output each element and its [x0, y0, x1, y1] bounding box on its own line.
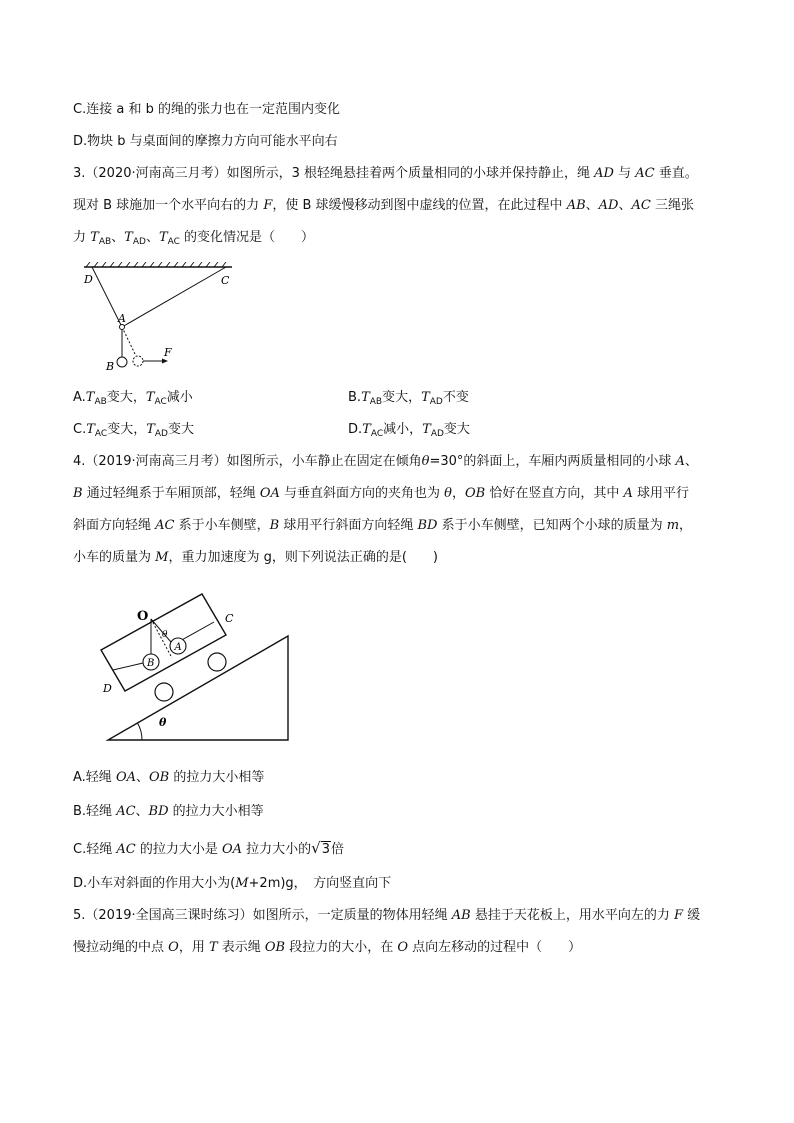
label-c: C — [225, 612, 234, 625]
sqrt-symbol: √ — [311, 839, 321, 857]
q4-option-c: C.轻绳 AC 的拉力大小是 OA 拉力大小的√3倍 — [73, 839, 344, 857]
label-c: C — [221, 274, 230, 287]
label-a: A — [118, 312, 126, 325]
label-f: F — [164, 346, 172, 359]
ball-b — [117, 357, 127, 367]
ball-b-dashed — [133, 356, 143, 366]
q3-option-b: $B.T_{AB}$变大，$T_{AD}$不变 — [348, 390, 469, 407]
q2-option-d: D.物块 b 与桌面间的摩擦力方向可能水平向右 — [73, 134, 338, 149]
rope-ab-dashed — [122, 327, 136, 356]
label-d: D — [84, 273, 93, 286]
q3-stem-line3: 力 $T_{AB}$、$T_{AD}$、$T_{AC}$ 的变化情况是（ ） — [73, 230, 315, 247]
q3-option-c: $C.T_{AC}$变大，$T_{AD}$变大 — [73, 422, 194, 439]
q4-stem-line4: 小车的质量为 M，重力加速度为 g，则下列说法正确的是( ) — [73, 550, 438, 565]
q5-stem-line2: 慢拉动绳的中点 O，用 T 表示绳 OB 段拉力的大小，在 O 点向左移动的过程中（ ） — [73, 940, 582, 955]
label-b: B — [106, 360, 115, 373]
node-a — [120, 325, 125, 330]
q3-stem-line2: 现对 B 球施加一个水平向右的力 F，使 B 球缓慢移动到图中虚线的位置，在此过程中 AB、AD、AC 三绳张 — [73, 198, 694, 213]
car-body — [101, 594, 226, 691]
q4-option-b: B.轻绳 AC、BD 的拉力大小相等 — [73, 804, 264, 819]
label-a: A — [174, 642, 182, 653]
label-o: O — [137, 609, 149, 624]
q4-stem-line3: 斜面方向轻绳 AC 系于小车侧壁，B 球用平行斜面方向轻绳 BD 系于小车侧壁，已知两个小球的质量为 m， — [73, 518, 693, 533]
q4-stem-line1: 4.（2019·河南高三月考）如图所示，小车静止在固定在倾角θ=30°的斜面上，车厢内两质量相同的小球 A、 — [73, 454, 698, 469]
q4-stem-line2: B 通过轻绳系于车厢顶部，轻绳 OA 与垂直斜面方向的夹角也为 θ，OB 恰好在竖直方向，其中 A 球用平行 — [73, 486, 689, 501]
q4-option-d: D.小车对斜面的作用大小为(M+2m)g， 方向竖直向下 — [73, 876, 392, 891]
label-theta-rope: θ — [162, 630, 168, 640]
rope-ac — [122, 267, 226, 327]
wheel-right — [208, 653, 226, 671]
q2-option-c: C.连接 a 和 b 的绳的张力也在一定范围内变化 — [73, 102, 340, 117]
q3-option-d: $D.T_{AC}$减小，$T_{AD}$变大 — [348, 422, 470, 439]
q3-option-a: $A.T_{AB}$变大，$T_{AC}$减小 — [73, 390, 193, 407]
q3-figure — [80, 262, 240, 374]
label-theta-incline: θ — [159, 716, 167, 729]
q3-stem-line1: 3.（2020·河南高三月考）如图所示，3 根轻绳悬挂着两个质量相同的小球并保持静止，绳 AD 与 AC 垂直。 — [73, 166, 698, 181]
label-d: D — [103, 682, 112, 695]
label-b: B — [147, 658, 155, 669]
q4-option-a: A.轻绳 OA、OB 的拉力大小相等 — [73, 770, 265, 785]
wheel-left — [155, 683, 173, 701]
q5-stem-line1: 5.（2019·全国高三课时练习）如图所示，一定质量的物体用轻绳 AB 悬挂于天花板上，用水平向左的力 F 缓 — [73, 908, 701, 923]
q4-figure — [96, 582, 296, 746]
